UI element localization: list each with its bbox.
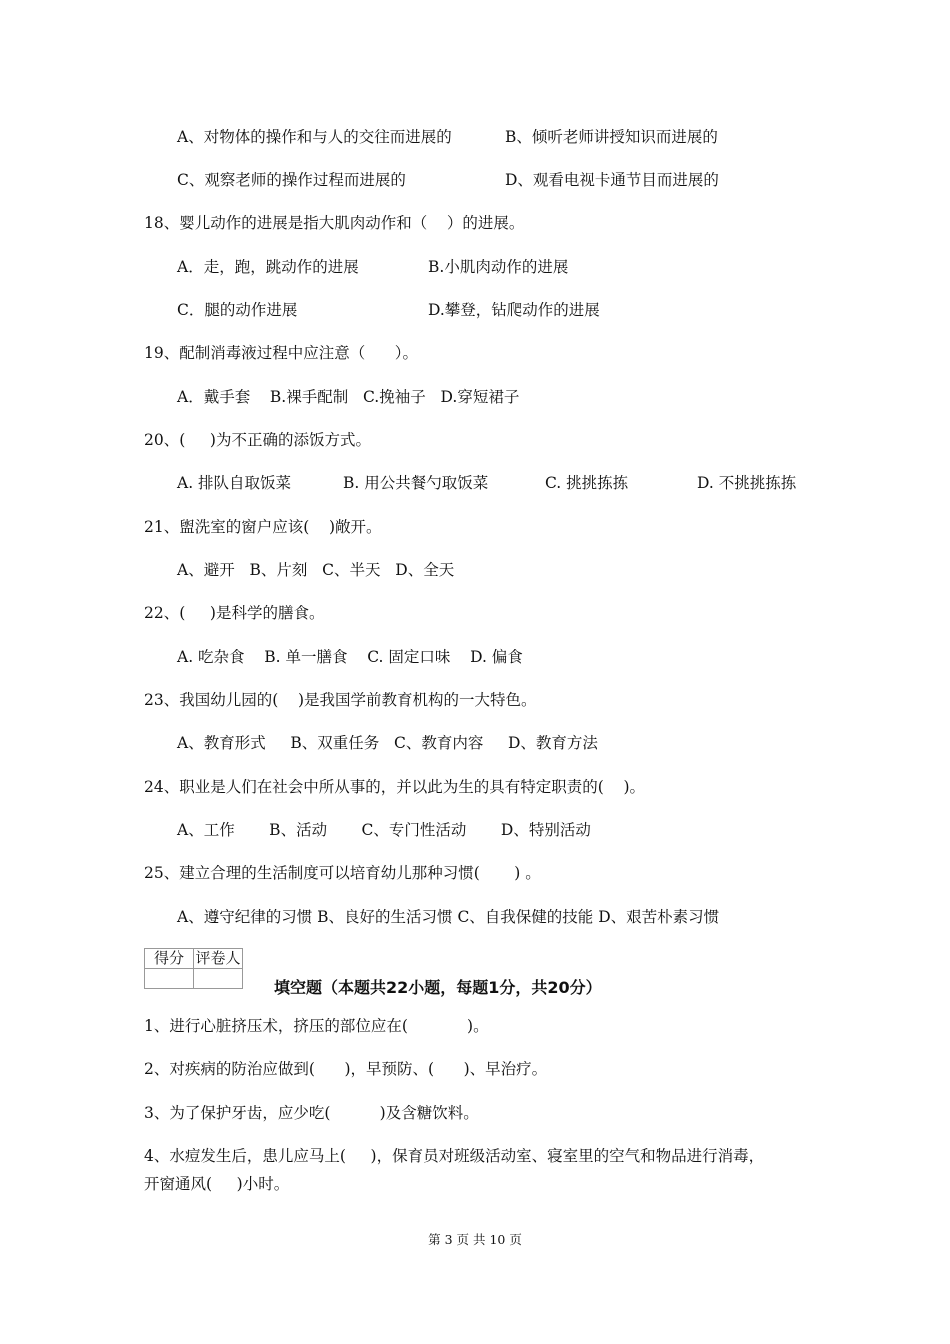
q17-option-d: D、观看电视卡通节目而进展的	[505, 171, 719, 189]
q17-option-a: A、对物体的操作和与人的交往而进展的	[177, 128, 452, 146]
fill-q3: 3、为了保护牙齿，应少吃( )及含糖饮料。	[144, 1104, 479, 1122]
q20-option-a: A. 排队自取饭菜	[177, 474, 292, 492]
fill-q4-line2: 开窗通风( )小时。	[144, 1175, 290, 1193]
page-footer: 第 3 页 共 10 页	[428, 1232, 522, 1247]
score-label: 得分	[145, 949, 194, 969]
score-cell	[145, 969, 194, 989]
q20-option-d: D. 不挑挑拣拣	[697, 474, 797, 492]
q22-options: A. 吃杂食 B. 单一膳食 C. 固定口味 D. 偏食	[177, 648, 523, 666]
score-table	[144, 948, 243, 989]
q22-stem: 22、( )是科学的膳食。	[144, 604, 325, 622]
q21-options: A、避开 B、片刻 C、半天 D、全天	[177, 561, 455, 579]
q17-option-c: C、观察老师的操作过程而进展的	[177, 171, 406, 189]
q23-stem: 23、我国幼儿园的( )是我国学前教育机构的一大特色。	[144, 691, 537, 709]
q23-options: A、教育形式 B、双重任务 C、教育内容 D、教育方法	[177, 734, 598, 752]
q20-stem: 20、( )为不正确的添饭方式。	[144, 431, 371, 449]
q18-stem: 18、婴儿动作的进展是指大肌肉动作和（ ）的进展。	[144, 214, 525, 232]
q18-option-a: A．走，跑，跳动作的进展	[177, 258, 359, 276]
q21-stem: 21、盥洗室的窗户应该( )敞开。	[144, 518, 382, 536]
q19-options: A．戴手套 B.裸手配制 C.挽袖子 D.穿短裙子	[177, 388, 520, 406]
q18-option-d: D.攀登，钻爬动作的进展	[428, 301, 600, 319]
fill-q1: 1、进行心脏挤压术，挤压的部位应在( )。	[144, 1017, 489, 1035]
section-title: 填空题（本题共22小题，每题1分，共20分）	[274, 978, 602, 997]
fill-q4-line1: 4、水痘发生后，患儿应马上( )，保育员对班级活动室、寝室里的空气和物品进行消毒，	[144, 1147, 765, 1165]
q25-options: A、遵守纪律的习惯 B、良好的生活习惯 C、自我保健的技能 D、艰苦朴素习惯	[177, 908, 720, 926]
q24-options: A、工作 B、活动 C、专门性活动 D、特别活动	[177, 821, 591, 839]
fill-q2: 2、对疾病的防治应做到( )，早预防、( )、早治疗。	[144, 1060, 548, 1078]
q24-stem: 24、职业是人们在社会中所从事的，并以此为生的具有特定职责的( )。	[144, 778, 646, 796]
q25-stem: 25、建立合理的生活制度可以培育幼儿那种习惯( ) 。	[144, 864, 541, 882]
q19-stem: 19、配制消毒液过程中应注意（ ）。	[144, 344, 419, 362]
q17-option-b: B、倾听老师讲授知识而进展的	[505, 128, 718, 146]
q18-option-b: B.小肌肉动作的进展	[428, 258, 569, 276]
q20-option-b: B. 用公共餐勺取饭菜	[343, 474, 489, 492]
grader-cell	[194, 969, 243, 989]
q18-option-c: C．腿的动作进展	[177, 301, 298, 319]
q20-option-c: C. 挑挑拣拣	[545, 474, 629, 492]
grader-label: 评卷人	[195, 949, 241, 967]
